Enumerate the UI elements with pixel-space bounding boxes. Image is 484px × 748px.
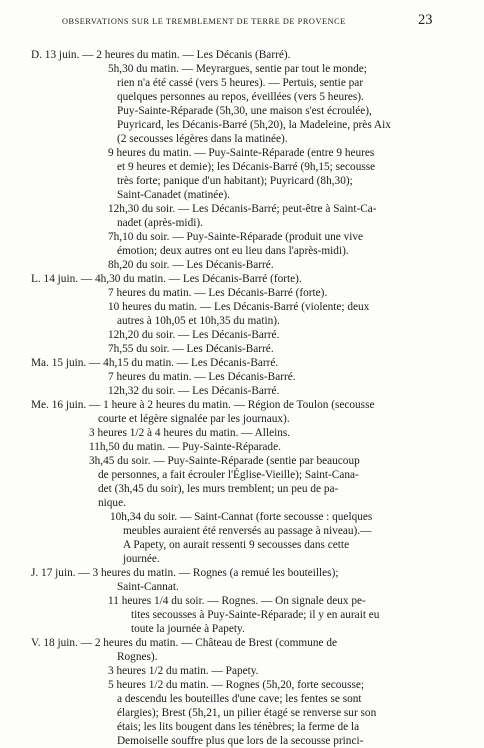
text-line: élargies); Brest (5h,21, un pilier étagé se renverse sur son xyxy=(117,707,377,719)
text-line: 3 heures 1/2 à 4 heures du matin. — Alleins. xyxy=(89,427,291,439)
text-line: 7 heures du matin. — Les Décanis-Barré (forte). xyxy=(108,287,328,299)
text-line: Saint-Cannat. xyxy=(117,581,179,593)
text-line: a descendu les bouteilles d'une cave; les fentes se sont xyxy=(117,693,362,705)
text-line: 5h,30 du matin. — Meyrargues, sentie par tout le monde; xyxy=(108,63,367,75)
text-line: émotion; deux autres ont eu lieu dans l'après-midi). xyxy=(117,245,349,257)
text-line: 3 heures 1/2 du matin. — Papety. xyxy=(108,665,259,677)
text-line: quelques personnes au repos, éveillées (vers 5 heures). xyxy=(117,91,364,103)
text-line: 7h,10 du soir. — Puy-Sainte-Réparade (produit une vive xyxy=(108,231,364,243)
text-line: 9 heures du matin. — Puy-Sainte-Réparade (entre 9 heures xyxy=(108,147,375,159)
text-line: J. 17 juin. — 3 heures du matin. — Rognes (a remué les bouteilles); xyxy=(31,567,339,579)
text-line: Ma. 15 juin. — 4h,15 du matin. — Les Décanis-Barré. xyxy=(31,357,279,369)
text-line: Puyricard, les Décanis-Barré (5h,20), la Madeleine, près Aix xyxy=(117,119,391,131)
text-line: Saint-Canadet (matinée). xyxy=(117,189,230,201)
text-line: L. 14 juin. — 4h,30 du matin. — Les Décanis-Barré (forte). xyxy=(31,273,302,285)
text-line: 8h,20 du soir. — Les Décanis-Barré. xyxy=(108,259,274,271)
text-line: Demoiselle souffre plus que lors de la secousse princi- xyxy=(117,735,364,747)
text-line: journée. xyxy=(123,553,160,565)
text-line: toute la journée à Papety. xyxy=(131,623,245,635)
text-line: nique. xyxy=(98,497,126,509)
text-line: Rognes). xyxy=(117,651,158,663)
text-line: nadet (après-midi). xyxy=(117,217,203,229)
page-number: 23 xyxy=(418,12,433,28)
text-line: courte et légère signalée par les journaux). xyxy=(98,413,290,425)
text-line: 5 heures 1/2 du matin. — Rognes (5h,20, forte secousse; xyxy=(108,679,365,691)
text-line: très forte; panique d'un habitant); Puyricard (8h,30); xyxy=(117,175,353,187)
text-line: étais; les lits bougent dans les ténèbres; la ferme de la xyxy=(117,721,360,733)
text-line: V. 18 juin. — 2 heures du matin. — Château de Brest (commune de xyxy=(31,637,338,649)
text-line: 12h,30 du soir. — Les Décanis-Barré; peut-être à Saint-Ca- xyxy=(108,203,377,215)
text-line: 7 heures du matin. — Les Décanis-Barré. xyxy=(108,371,296,383)
text-line: 3h,45 du soir. — Puy-Sainte-Réparade (sentie par beaucoup xyxy=(89,455,360,467)
text-line: 12h,32 du soir. — Les Décanis-Barré. xyxy=(108,385,280,397)
text-line: Puy-Sainte-Réparade (5h,30, une maison s'est écroulée), xyxy=(117,105,372,117)
text-line: 11 heures 1/4 du soir. — Rognes. — On signale deux pe- xyxy=(108,595,366,607)
text-line: (2 secousses légères dans la matinée). xyxy=(117,133,288,145)
text-line: autres à 10h,05 et 10h,35 du matin). xyxy=(117,315,280,327)
text-line: rien n'a été cassé (vers 5 heures). — Pertuis, sentie par xyxy=(117,77,364,89)
text-line: det (3h,45 du soir), les murs tremblent; un peu de pa- xyxy=(98,483,339,495)
text-line: 10 heures du matin. — Les Décanis-Barré (violente; deux xyxy=(108,301,370,313)
running-header: OBSERVATIONS SUR LE TREMBLEMENT DE TERRE DE PROVENCE xyxy=(62,17,346,26)
text-line: de personnes, a fait écrouler l'Église-Vieille); Saint-Cana- xyxy=(98,469,359,481)
text-line: A Papety, on aurait ressenti 9 secousses dans cette xyxy=(123,539,350,551)
text-line: 11h,50 du matin. — Puy-Sainte-Réparade. xyxy=(89,441,281,453)
text-line: tites secousses à Puy-Sainte-Réparade; il y en aurait eu xyxy=(131,609,380,621)
text-line: et 9 heures et demie); les Décanis-Barré (9h,15; secousse xyxy=(117,161,376,173)
text-line: 7h,55 du soir. — Les Décanis-Barré. xyxy=(108,343,274,355)
text-line: 12h,20 du soir. — Les Décanis-Barré. xyxy=(108,329,280,341)
text-line: D. 13 juin. — 2 heures du matin. — Les Décanis (Barré). xyxy=(31,49,291,61)
text-line: 10h,34 du soir. — Saint-Cannat (forte secousse : quelques xyxy=(110,511,373,523)
text-line: meubles auraient été renversés au passage à niveau).— xyxy=(123,525,372,537)
text-line: Me. 16 juin. — 1 heure à 2 heures du matin. — Région de Toulon (secousse xyxy=(31,399,375,411)
